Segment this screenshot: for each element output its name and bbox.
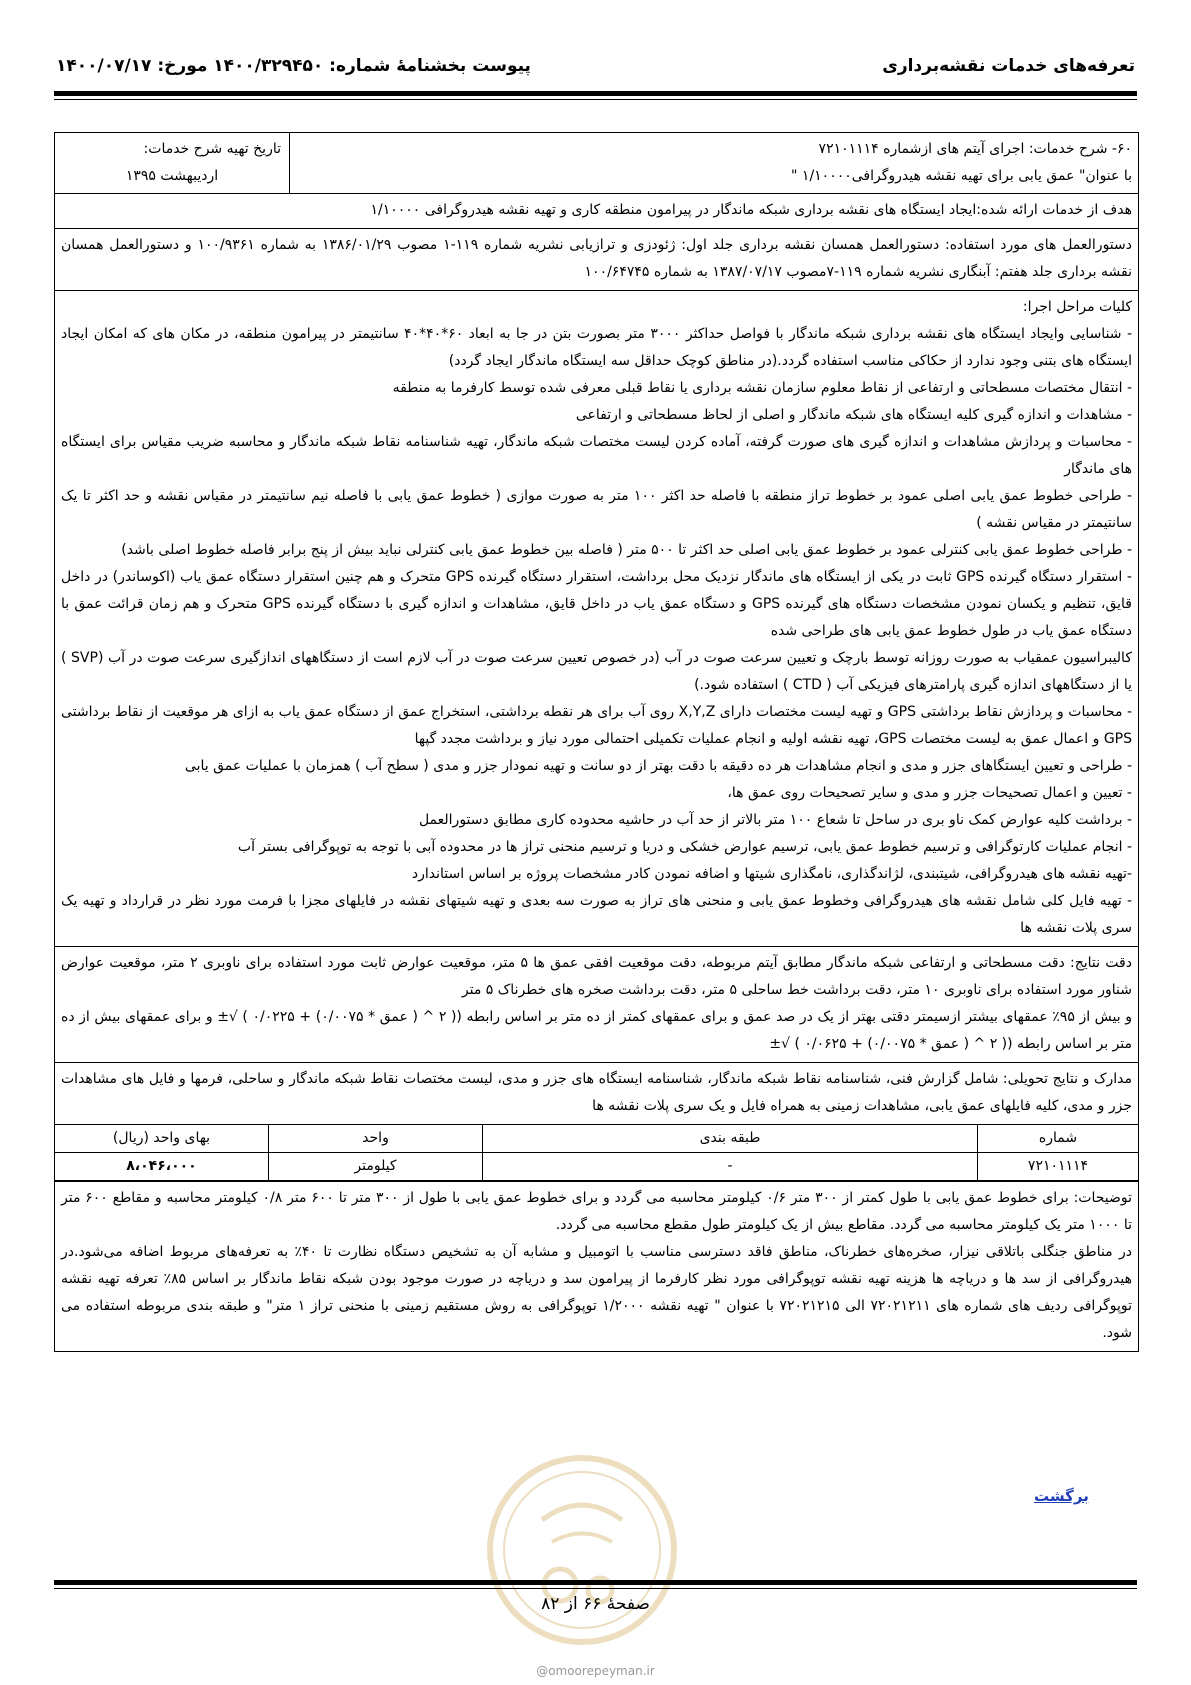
step-item: - محاسبات و پردازش نقاط برداشتی GPS و تهیه لیست مختصات دارای X,Y,Z روی آب برای هر نقطه برداشتی، استخراج عمق از دستگاه عمق یاب به ازای هر موقعیت از نقاط برداشتی GPS و اعمال عمق به لیست مختصات GPS، تهیه نقشه اولیه و انجام عملیات تکمیلی احتمالی مورد نیاز و برداشت مجدد گپها: [61, 704, 1132, 747]
price-table-row: [55, 1125, 1138, 1182]
header-rule-thin: [54, 99, 1137, 100]
header-unit-price: بهای واحد (ریال): [55, 1125, 269, 1153]
cell-unit-price: ۸،۰۴۶،۰۰۰: [55, 1153, 269, 1181]
site-watermark: @omoorepeyman.ir: [536, 1664, 655, 1678]
step-item: - استقرار دستگاه گیرنده GPS ثابت در یکی از ایستگاه های ماندگار نزدیک محل برداشت، استقرار دستگاه گیرنده GPS متحرک و هم چنین استقرار دستگاه عمق یاب (اکوساندر) در داخل قایق، تنظیم و یکسان نمودن مشخصات دستگاه های گیرنده GPS و دستگاه عمق یاب در داخل قایق، مشاهدات و اندازه گیری با دستگاه گیرنده GPS متحرک و هم زمان قرائت عمق با دستگاه عمق یاب در طول خطوط عمق یابی های طراحی شده: [61, 569, 1132, 639]
notes-text: در مناطق جنگلی باتلاقی نیزار، صخره‌های خطرناک، مناطق فاقد دسترسی مناسب با اتومبیل و مشابه آن به تشخیص دستگاه نظارت تا ۴۰٪ به تعرفه‌های مربوط اضافه می‌شود.در هیدروگرافی از سد ها و دریاچه ها هزینه تهیه نقشه توپوگرافی مورد نظر کارفرما از پیرامون سد و دریاچه در صورت موجود بودن شبکه نقاط ماندگار بر اساس ۸۵٪ تعرفه تهیه نقشه توپوگرافی ردیف های شماره های ۷۲۰۲۱۲۱۱ الی ۷۲۰۲۱۲۱۵ با عنوان " تهیه نقشه ۱/۲۰۰۰ توپوگرافی به روش مستقیم زمینی با منحنی تراز ۱ متر" و طبقه بندی مربوطه استفاده می شود.: [61, 1244, 1132, 1341]
service-date-value: اردیبهشت ۱۳۹۵: [125, 168, 219, 184]
step-item: - طراحی خطوط عمق یابی کنترلی عمود بر خطوط عمق یابی اصلی حد اکثر تا ۵۰۰ متر ( فاصله بین خطوط عمق یابی کنترلی نباید بیش از پنج برابر فاصله خطوط اصلی باشد): [121, 542, 1132, 558]
cell-classification: -: [483, 1153, 978, 1181]
accuracy-text: دقت نتایج: دقت مسطحاتی و ارتفاعی شبکه ماندگار مطابق آیتم مربوطه، دقت موقعیت افقی عمق ها ۵ متر، موقعیت عوارض ثابت مورد استفاده برای ناوبری ۲ متر، موقعیت عوارض شناور مورد استفاده برای ناوبری ۱۰ متر، دقت برداشت خط ساحلی ۵ متر، دقت برداشت صخره های خطرناک ۵ متر: [61, 955, 1132, 998]
header-number: شماره: [978, 1125, 1139, 1153]
steps-row: [55, 291, 1138, 947]
step-item: -تهیه نقشه های هیدروگرافی، شیتبندی، لژاندگذاری، نامگذاری شیتها و اضافه نمودن کادر مشخصات پروژه بر اساس استاندارد: [411, 866, 1132, 882]
deliverables-row: [55, 1063, 1138, 1125]
goal-text: هدف از خدمات ارائه شده:ایجاد ایستگاه های نقشه برداری شبکه ماندگار در پیرامون منطقه کاری و تهیه نقشه هیدروگرافی ۱/۱۰۰۰۰: [370, 202, 1132, 218]
steps-heading: کلیات مراحل اجرا:: [1022, 299, 1132, 315]
service-title-line2: با عنوان" عمق یابی برای تهیه نقشه هیدروگرافی۱/۱۰۰۰۰ ": [791, 168, 1132, 184]
instructions-row: [55, 229, 1138, 291]
step-item: - تعیین و اعمال تصحیحات جزر و مدی و سایر تصحیحات روی عمق ها،: [727, 785, 1132, 801]
footer-rule-thick: [54, 1580, 1137, 1585]
page-header: [56, 56, 1135, 86]
annex-reference: پیوست بخشنامۀ شماره: ۱۴۰۰/۳۲۹۴۵۰ مورخ: ۱۴۰۰/۰۷/۱۷: [56, 56, 531, 76]
instructions-text: دستورالعمل های مورد استفاده: دستورالعمل همسان نقشه برداری جلد اول: ژئودزی و ترازیابی نشریه شماره ۱۱۹-۱ مصوب ۱۳۸۶/۰۱/۲۹ به شماره ۱۰۰/۹۳۶۱ و دستورالعمل همسان نقشه برداری جلد هفتم: آبنگاری نشریه شماره ۱۱۹-۷مصوب ۱۳۸۷/۰۷/۱۷ به شماره ۱۰۰/۶۴۷۴۵: [61, 237, 1132, 280]
step-item: - تهیه فایل کلی شامل نقشه های هیدروگرافی وخطوط عمق یابی و منحنی های تراز به صورت سه بعدی و تهیه شیتهای نقشه در فایلهای مجزا با فرمت مورد نظر در قرارداد و تهیه یک سری پلات نقشه ها: [61, 893, 1132, 936]
header-rule-thick: [54, 91, 1137, 96]
seal-watermark-icon: [482, 1450, 682, 1650]
cell-number: ۷۲۱۰۱۱۱۴: [978, 1153, 1139, 1181]
notes-text: توضیحات: برای خطوط عمق یابی با طول کمتر از ۳۰۰ متر ۰/۶ کیلومتر محاسبه می گردد و برای خطوط عمق یابی با طول از ۳۰۰ متر تا ۶۰۰ متر ۰/۸ کیلومتر محاسبه و مقاطع ۶۰۰ متر تا ۱۰۰۰ متر یک کیلومتر محاسبه می گردد. مقاطع بیش از یک کیلومتر طول مقطع محاسبه می گردد.: [61, 1190, 1133, 1233]
step-item: - برداشت کلیه عوارض کمک ناو بری در ساحل تا شعاع ۱۰۰ متر بالاتر از حد آب در حاشیه محدوده کاری مطابق دستورالعمل: [418, 812, 1132, 828]
step-item: - طراحی و تعیین ایستگاهای جزر و مدی و انجام مشاهدات هر ده دقیقه با دقت بهتر از دو سانت و تهیه نمودار جزر و مدی ( سطح آب ) همزمان با عملیات عمق یابی: [184, 758, 1132, 774]
notes-row: [55, 1182, 1138, 1351]
step-item: - انتقال مختصات مسطحاتی و ارتفاعی از نقاط معلوم سازمان نقشه برداری یا نقاط قبلی معرفی شده توسط کارفرما به منطقه: [392, 380, 1132, 396]
cell-unit: کیلومتر: [269, 1153, 483, 1181]
price-table-header: [55, 1125, 1138, 1153]
document-title: تعرفه‌های خدمات نقشه‌برداری: [882, 56, 1135, 76]
footer-rule-thin: [54, 1588, 1137, 1589]
service-title-row: [55, 133, 1138, 194]
back-link[interactable]: برگشت: [1034, 1487, 1089, 1505]
header-unit: واحد: [269, 1125, 483, 1153]
step-item: کالیبراسیون عمقیاب به صورت روزانه توسط بارچک و تعیین سرعت صوت در آب (در خصوص تعیین سرعت صوت در آب لازم است از دستگاههای اندازگیری سرعت صوت در آب (SVP ) یا از دستگاههای اندازه گیری پارامترهای فیزیکی آب ( CTD ) استفاده شود.): [61, 650, 1132, 693]
step-item: - مشاهدات و اندازه گیری کلیه ایستگاه های شبکه ماندگار و اصلی از لحاظ مسطحاتی و ارتفاعی: [575, 407, 1132, 423]
service-date-label: تاریخ تهیه شرح خدمات:: [143, 141, 281, 157]
service-frame: [54, 132, 1139, 1352]
deliverables-text: مدارک و نتایج تحویلی: شامل گزارش فنی، شناسنامه نقاط شبکه ماندگار، شناسنامه ایستگاه های جزر و مدی، لیست مختصات نقاط شبکه ماندگار و ساحلی، فرمها و فایل های مشاهدات جزر و مدی، کلیه فایلهای عمق یابی، مشاهدات زمینی به همراه فایل و یک سری پلات نقشه ها: [61, 1071, 1132, 1114]
service-date-cell: [55, 133, 290, 193]
accuracy-row: [55, 947, 1138, 1063]
table-row: [55, 1153, 1138, 1181]
step-item: - انجام عملیات کارتوگرافی و ترسیم خطوط عمق یابی، ترسیم عوارض خشکی و دریا و ترسیم منحنی تراز ها در محدوده آبی با توجه به توپوگرافی بستر آب: [237, 839, 1132, 855]
step-item: - محاسبات و پردازش مشاهدات و اندازه گیری های صورت گرفته، آماده کردن لیست مختصات شبکه ماندگار، تهیه شناسنامه نقاط شبکه ماندگار و محاسبه ضریب مقیاس برای ایستگاه های ماندگار: [61, 434, 1132, 477]
step-item: - طراحی خطوط عمق یابی اصلی عمود بر خطوط تراز منطقه با فاصله حد اکثر ۱۰۰ متر به صورت موازی ( خطوط عمق یابی با فاصله نیم سانتیمتر در مقیاس نقشه و حد اکثر تا یک سانتیمتر در مقیاس نقشه ): [61, 488, 1132, 531]
price-table: [55, 1125, 1138, 1181]
page-number: صفحۀ ۶۶ از ۸۲: [541, 1594, 650, 1614]
goal-row: [55, 194, 1138, 229]
header-classification: طبقه بندی: [483, 1125, 978, 1153]
service-title-line1: ۶۰- شرح خدمات: اجرای آیتم های ازشماره ۷۲۱۰۱۱۱۴: [818, 141, 1132, 157]
step-item: - شناسایی وایجاد ایستگاه های نقشه برداری شبکه ماندگار با فواصل حداکثر ۳۰۰۰ متر بصورت بتن در جا به ابعاد ۶۰*۴۰*۴۰ سانتیمتر در پیرامون منطقه، در مکان های که امکان ایجاد ایستگاه های بتنی وجود ندارد از حکاکی مناسب استفاده گردد.(در مناطق کوچک حداقل سه ایستگاه ماندگار ایجاد گردد): [61, 326, 1132, 369]
accuracy-formula-text: و بیش از ۹۵٪ عمقهای بیشتر ازسیمتر دقتی بهتر از یک در صد عمق و برای عمقهای کمتر از ده متر بر اساس رابطه (( ۲ ^ ( عمق * ۰/۰۰۷۵) + ۰/۰۲۲۵ ) √± و برای عمقهای بیش از ده متر بر اساس رابطه (( ۲ ^ ( عمق * ۰/۰۰۷۵) + ۰/۰۶۲۵ ) √±: [61, 1009, 1133, 1052]
